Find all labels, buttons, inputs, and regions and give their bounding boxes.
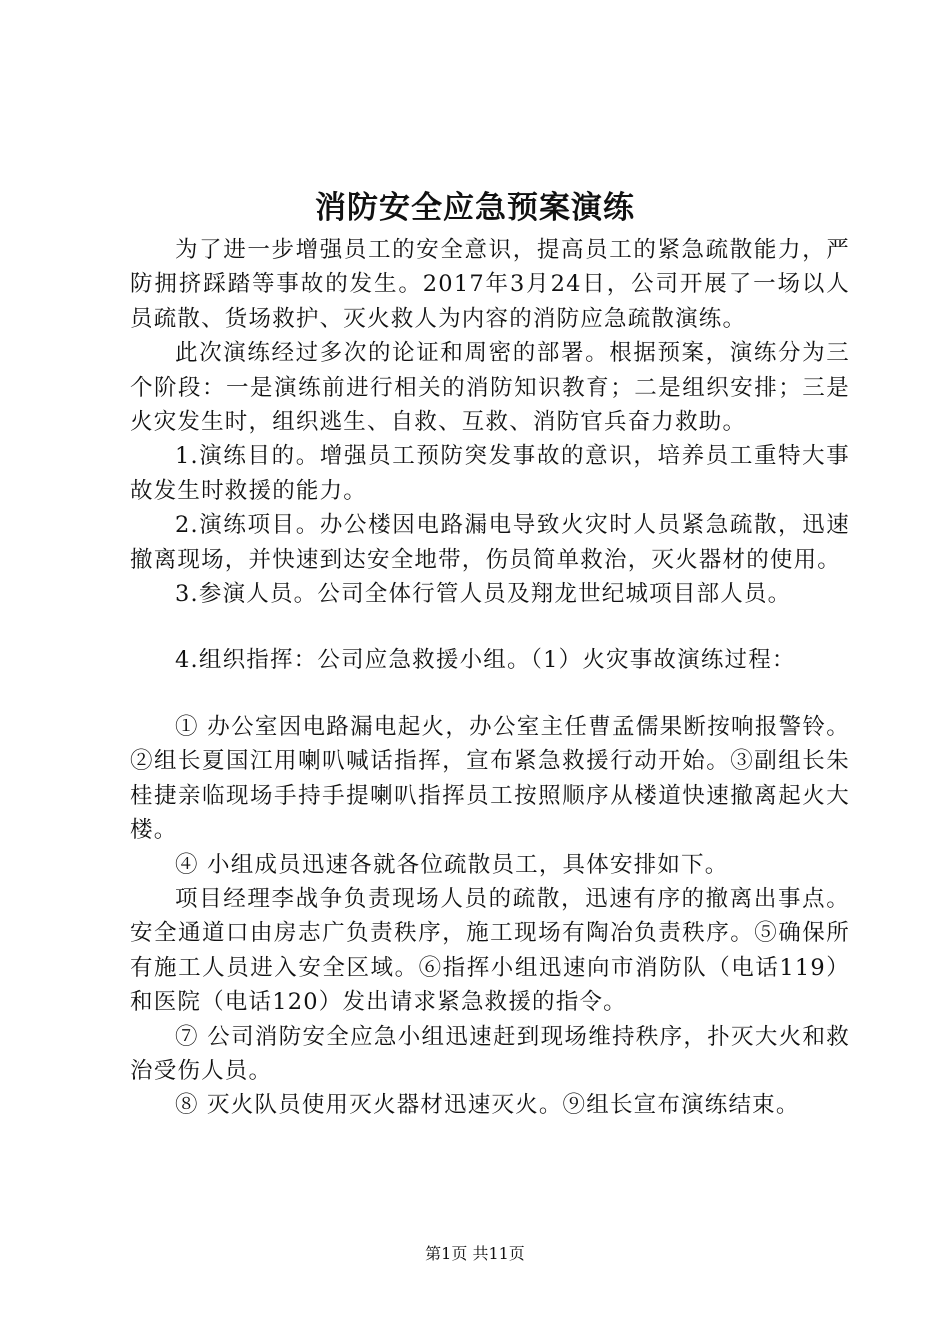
paragraph-command: 4.组织指挥：公司应急救援小组。（1）火灾事故演练过程： bbox=[175, 647, 796, 674]
paragraph-participants: 3.参演人员。公司全体行管人员及翔龙世纪城项目部人员。 bbox=[175, 581, 792, 608]
paragraph-items: 2.演练项目。办公楼因电路漏电导致火灾时人员紧急疏散，迅速撤离现场，并快速到达安全地带，伤员简单救治，灭火器材的使用。 bbox=[130, 512, 850, 573]
paragraph-step-1-3: ① 办公室因电路漏电起火，办公室主任曹孟儒果断按响报警铃。②组长夏国江用喇叭喊话指挥，宣布紧急救援行动开始。③副组长朱桂捷亲临现场手持手提喇叭指挥员工按照顺序从楼道快速撤离起火大楼。 bbox=[130, 713, 850, 844]
paragraph-step-8-9: ⑧ 灭火队员使用灭火器材迅速灭火。⑨组长宣布演练结束。 bbox=[175, 1092, 800, 1119]
paragraph-purpose: 1.演练目的。增强员工预防突发事故的意识，培养员工重特大事故发生时救援的能力。 bbox=[130, 443, 850, 504]
paragraph-step-7: ⑦ 公司消防安全应急小组迅速赶到现场维持秩序，扑灭大火和救治受伤人员。 bbox=[130, 1023, 850, 1084]
paragraph-intro: 为了进一步增强员工的安全意识，提高员工的紧急疏散能力，严防拥挤踩踏等事故的发生。2017年3月24日，公司开展了一场以人员疏散、货场救护、灭火救人为内容的消防应急疏散演练。 bbox=[130, 237, 850, 332]
document-title: 消防安全应急预案演练 bbox=[315, 190, 635, 226]
page-number-footer: 第1页 共11页 bbox=[425, 1244, 525, 1263]
paragraph-arrangement: 项目经理李战争负责现场人员的疏散，迅速有序的撤离出事点。安全通道口由房志广负责秩序，施工现场有陶冶负责秩序。⑤确保所有施工人员进入安全区域。⑥指挥小组迅速向市消防队（电话119）和医院（电话120）发出请求紧急救援的指令。 bbox=[130, 885, 850, 1016]
document-body bbox=[130, 233, 850, 1123]
paragraph-step-4: ④ 小组成员迅速各就各位疏散员工，具体安排如下。 bbox=[175, 851, 729, 878]
paragraph-stages: 此次演练经过多次的论证和周密的部署。根据预案，演练分为三个阶段：一是演练前进行相关的消防知识教育；二是组织安排；三是火灾发生时，组织逃生、自救、互救、消防官兵奋力救助。 bbox=[130, 340, 850, 436]
